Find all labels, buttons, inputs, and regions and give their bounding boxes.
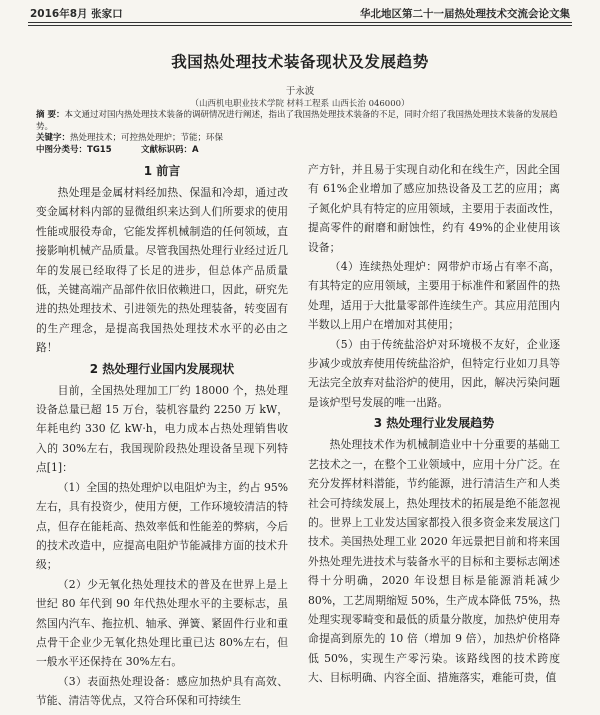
running-header-right: 华北地区第二十一届热处理技术交流会论文集 xyxy=(360,8,570,20)
keywords xyxy=(36,132,566,144)
paragraph: （4）连续热处理炉：网带炉市场占有率不高，有其特定的应用领域，主要用于标准件和紧固件的热处理，适用于大批量零部件连续生产。其应用范围内半数以上用户在增加对其使用； xyxy=(308,260,560,332)
paragraph: （2）少无氧化热处理技术的普及在世界上是上世纪 80 年代到 90 年代热处理水平的主要标志，虽然国内汽车、拖拉机、轴承、弹簧、紧固件行业和重点骨干企业少无氧化热处理比重已达 80%左右，但一般水平还保持在 30%左右。 xyxy=(36,577,288,669)
paragraph: （1）全国的热处理炉以电阻炉为主，约占 95%左右，具有投资少，使用方便，工作环境较清洁的特点，但存在能耗高、热效率低和性能差的弊病，今后的技术改造中，应提高电阻炉节能减排方面的技术升级； xyxy=(36,480,288,572)
doc-code-label: 文献标识码： xyxy=(141,145,193,155)
abstract-text: 本文通过对国内热处理技术装备的调研情况进行阐述，指出了我国热处理技术装备的不足，同时介绍了我国热处理技术装备的发展趋势。 xyxy=(36,110,558,132)
paragraph: （5）由于传统盐浴炉对环境极不友好，企业逐步减少或放弃使用传统盐浴炉，但特定行业如刀具等无法完全放弃对盐浴炉的使用，因此，解决污染问题是该炉型号发展的唯一出路。 xyxy=(308,337,560,409)
section-heading-2: 2 热处理行业国内发展现状 xyxy=(89,361,235,376)
paper-title: 我国热处理技术装备现状及发展趋势 xyxy=(171,53,429,71)
paragraph: 热处理技术作为机械制造业中十分重要的基础工艺技术之一，在整个工业领域中，应用十分广泛。在充分发挥材料潜能，节约能源，进行清洁生产和人类社会可持续发展上，热处理技术的拓展是绝不能忽视的。世界上工业发达国家都投入很多资金来发展这门技术。美国热处理工业 2020 年远景把目前和将来国外热处理先进技术与装备水平的目标和主要标志阐述得十分明确，2020 年设想目标是能源消耗减少 80%，工艺周期缩短 50%，生产成本降低 75%，热处理实现零畸变和最低的质量分散度，加热炉使用寿命提高到原先的 10 倍（增加 9 倍），加热炉价格降低 50%，实现生产零污染。该路线图的技术跨度大、目标明确、内容全面、措施落实，难能可贵，值 xyxy=(308,438,560,685)
author: 于永波 xyxy=(285,86,315,97)
left-column xyxy=(36,160,288,711)
section-heading-3: 3 热处理行业发展趋势 xyxy=(373,416,495,431)
paragraph: 产方针，并且易于实现自动化和在线生产，因此全国有 61%企业增加了感应加热设备及工艺的应用；离子氮化炉具有特定的应用领域，主要用于表面改性，提高零件的耐磨和耐蚀性，约有 49%的企业使用该设备； xyxy=(308,163,560,254)
doc-code-value: A xyxy=(192,145,199,155)
paragraph: 目前，全国热处理加工厂约 18000 个，热处理设备总量已超 15 万台，装机容量约 2250 万 kW，年耗电约 330 亿 kW·h，电力成本占热处理销售收入的 30%左右，我国现阶段热处理设备呈现下列特点[1]： xyxy=(36,383,288,475)
keywords-text: 热处理技术；可控热处理炉；节能；环保 xyxy=(70,133,224,143)
paragraph: 热处理是金属材料经加热、保温和冷却，通过改变金属材料内部的显微组织来达到人们所要求的使用性能或服役寿命，它能发挥机械制造的任何领域，直接影响机械产品质量。尽管我国热处理行业经过近几年的发展已经取得了长足的进步，但总体产品质量低，关键高端产品部件依旧依赖进口，因此，研究先进的热处理技术、引进领先的热处理装备，转变固有的生产理念，是提高我国热处理技术水平的必由之路！ xyxy=(36,186,288,355)
section-heading-1: 1 前言 xyxy=(143,164,181,178)
header-rule xyxy=(28,22,572,23)
classification xyxy=(36,144,566,156)
affiliation: （山西机电职业技术学院 材料工程系 山西长治 046000） xyxy=(190,99,410,109)
clc-label: 中图分类号： xyxy=(36,145,88,155)
abstract-label: 摘 要： xyxy=(36,110,65,120)
clc-value: TG15 xyxy=(87,145,112,155)
right-column xyxy=(308,160,560,688)
running-header-left: 2016年8月 张家口 xyxy=(30,8,123,20)
header-rule-thin xyxy=(28,25,572,26)
abstract xyxy=(36,109,566,133)
paragraph: （3）表面热处理设备：感应加热炉具有高效、节能、清洁等优点，又符合环保和可持续生 xyxy=(36,674,288,708)
keywords-label: 关键字： xyxy=(36,133,71,143)
